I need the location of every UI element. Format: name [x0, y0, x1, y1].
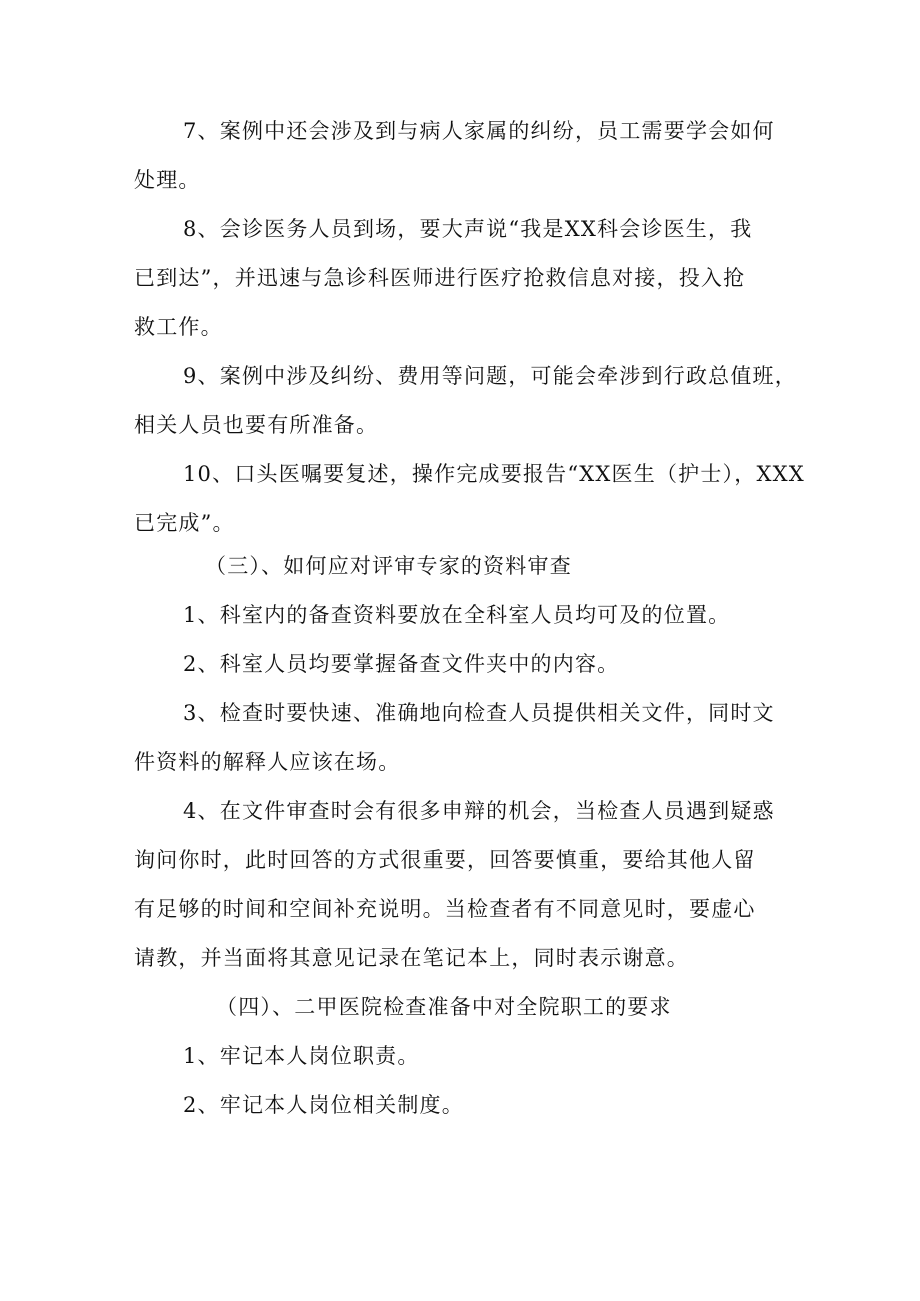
text-line: 1、牢记本人岗位职责。: [183, 1044, 420, 1068]
text-line: 相关人员也要有所准备。: [134, 413, 379, 437]
text-line: 8、会诊医务人员到场，要大声说“我是XX科会诊医生，我: [183, 217, 753, 241]
text-line: 2、科室人员均要掌握备查文件夹中的内容。: [183, 652, 620, 676]
text-line: 已到达”，并迅速与急诊科医师进行医疗抢救信息对接，投入抢: [134, 266, 746, 290]
section-heading: （三）、如何应对评审专家的资料审查: [205, 554, 572, 578]
text-line: 请教，并当面将其意见记录在笔记本上，同时表示谢意。: [134, 946, 689, 970]
text-line: 处理。: [134, 168, 201, 192]
text-line: 2、牢记本人岗位相关制度。: [183, 1093, 464, 1117]
text-line: 3、检查时要快速、准确地向检查人员提供相关文件，同时文: [183, 701, 775, 725]
text-line: 件资料的解释人应该在场。: [134, 750, 401, 774]
text-line: 有足够的时间和空间补充说明。当检查者有不同意见时，要虚心: [134, 897, 756, 921]
text-line: 询问你时，此时回答的方式很重要，回答要慎重，要给其他人留: [134, 848, 756, 872]
text-line: 7、案例中还会涉及到与病人家属的纠纷，员工需要学会如何: [183, 119, 775, 143]
text-line: 10、口头医嘱要复述，操作完成要报告“XX医生（护士），XXX: [183, 462, 805, 486]
text-line: 已完成”。: [134, 511, 235, 535]
text-line: 1、科室内的备查资料要放在全科室人员均可及的位置。: [183, 603, 731, 627]
text-line: 4、在文件审查时会有很多申辩的机会，当检查人员遇到疑惑: [183, 799, 775, 823]
section-heading: （四）、二甲医院检查准备中对全院职工的要求: [216, 995, 672, 1019]
text-line: 救工作。: [134, 315, 223, 339]
text-line: 9、案例中涉及纠纷、费用等问题，可能会牵涉到行政总值班，: [183, 364, 797, 388]
